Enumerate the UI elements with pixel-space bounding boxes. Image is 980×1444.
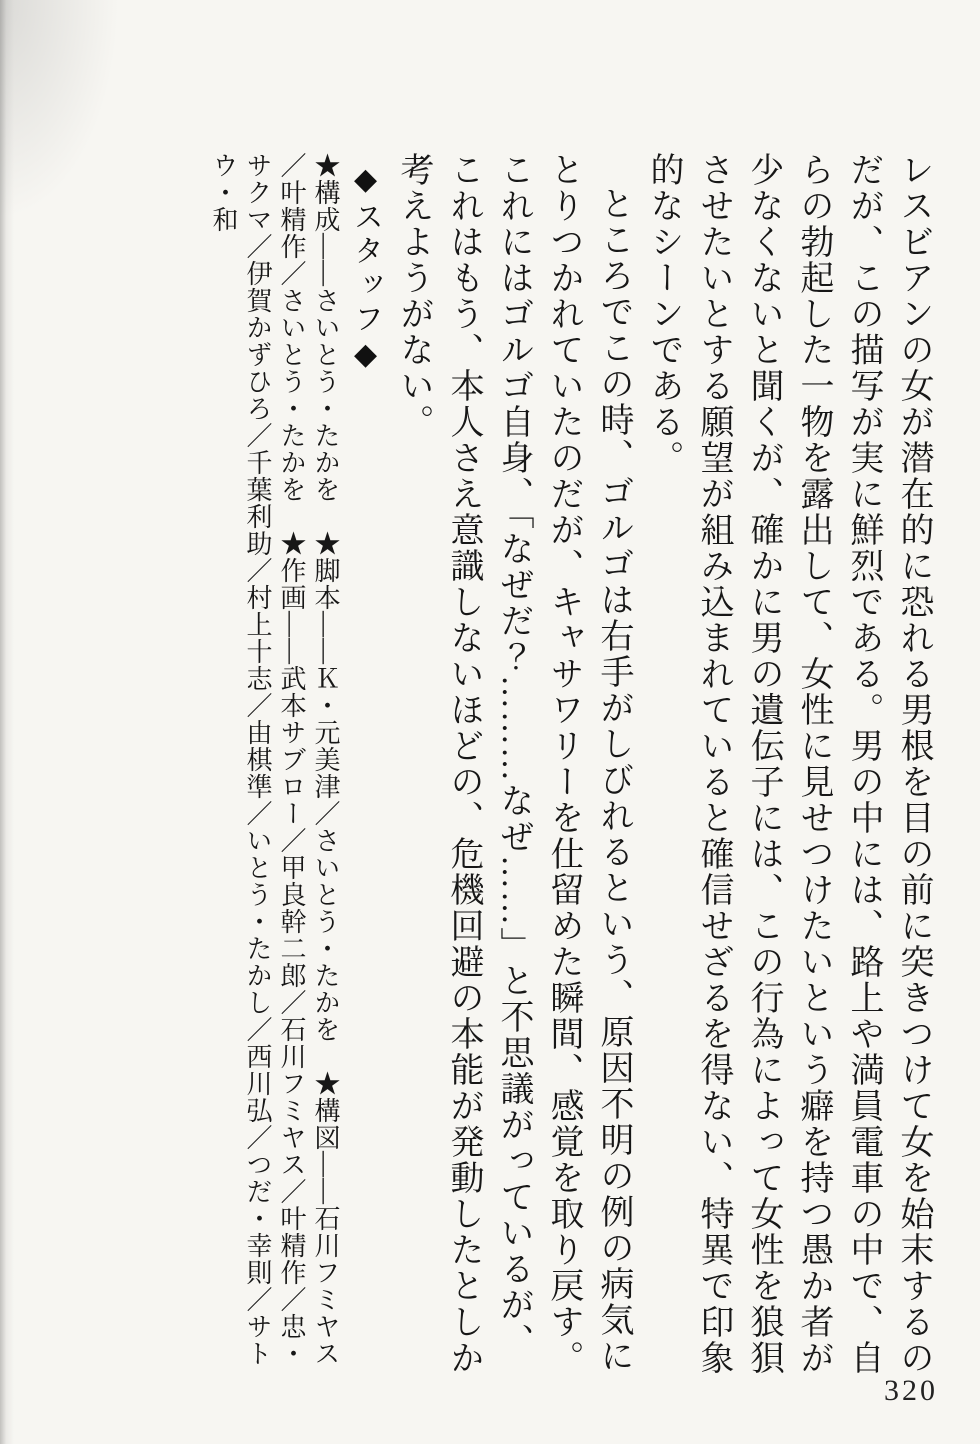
scan-left-edge-shadow (0, 0, 14, 1444)
body-paragraph-2: ところでこの時、ゴルゴは右手がしびれるという、原因不明の例の病気にとりつかれていたのだが、キャサワリーを仕留めた瞬間、感覚を取り戻す。これにはゴルゴ自身、「なぜだ？………なぜ……」と不思議がっているが、これはもう、本人さえ意識しないほどの、危機回避の本能が発動したとしか考えようがない。 (395, 152, 632, 1376)
page-number: 320 (884, 1374, 938, 1407)
body-paragraph-1: レスビアンの女が潜在的に恐れる男根を目の前に突きつけて女を始末するのだが、この描写が実に鮮烈である。男の中には、路上や満員電車の中で、自らの勃起した一物を露出して、女性に見せつけたいという癖を持つ愚か者が少なくないと聞くが、確かに男の遺伝子には、この行為によって女性を狼狽させたいとする願望が組み込まれていると確信せざるを得ない、特異で印象的なシーンである。 (645, 152, 932, 1376)
staff-section-header: ◆スタッフ◆ (349, 162, 382, 376)
staff-credits-list: ★構成——さいとう・たかを ★脚本——Ｋ・元美津／さいとう・たかを ★構図——石川フミヤス／叶精作／さいとう・たかを ★作画——武本サブロー／甲良幹二郎／石川フミヤス／叶精作／忠・サクマ／伊賀かずひろ／千葉利助／村上十志／由棋準／いとう・たかし／西川弘／つだ・幸則／サトウ・和 (209, 152, 340, 1367)
vertical-text-block (206, 152, 938, 1378)
scan-corner-shade (0, 0, 120, 220)
